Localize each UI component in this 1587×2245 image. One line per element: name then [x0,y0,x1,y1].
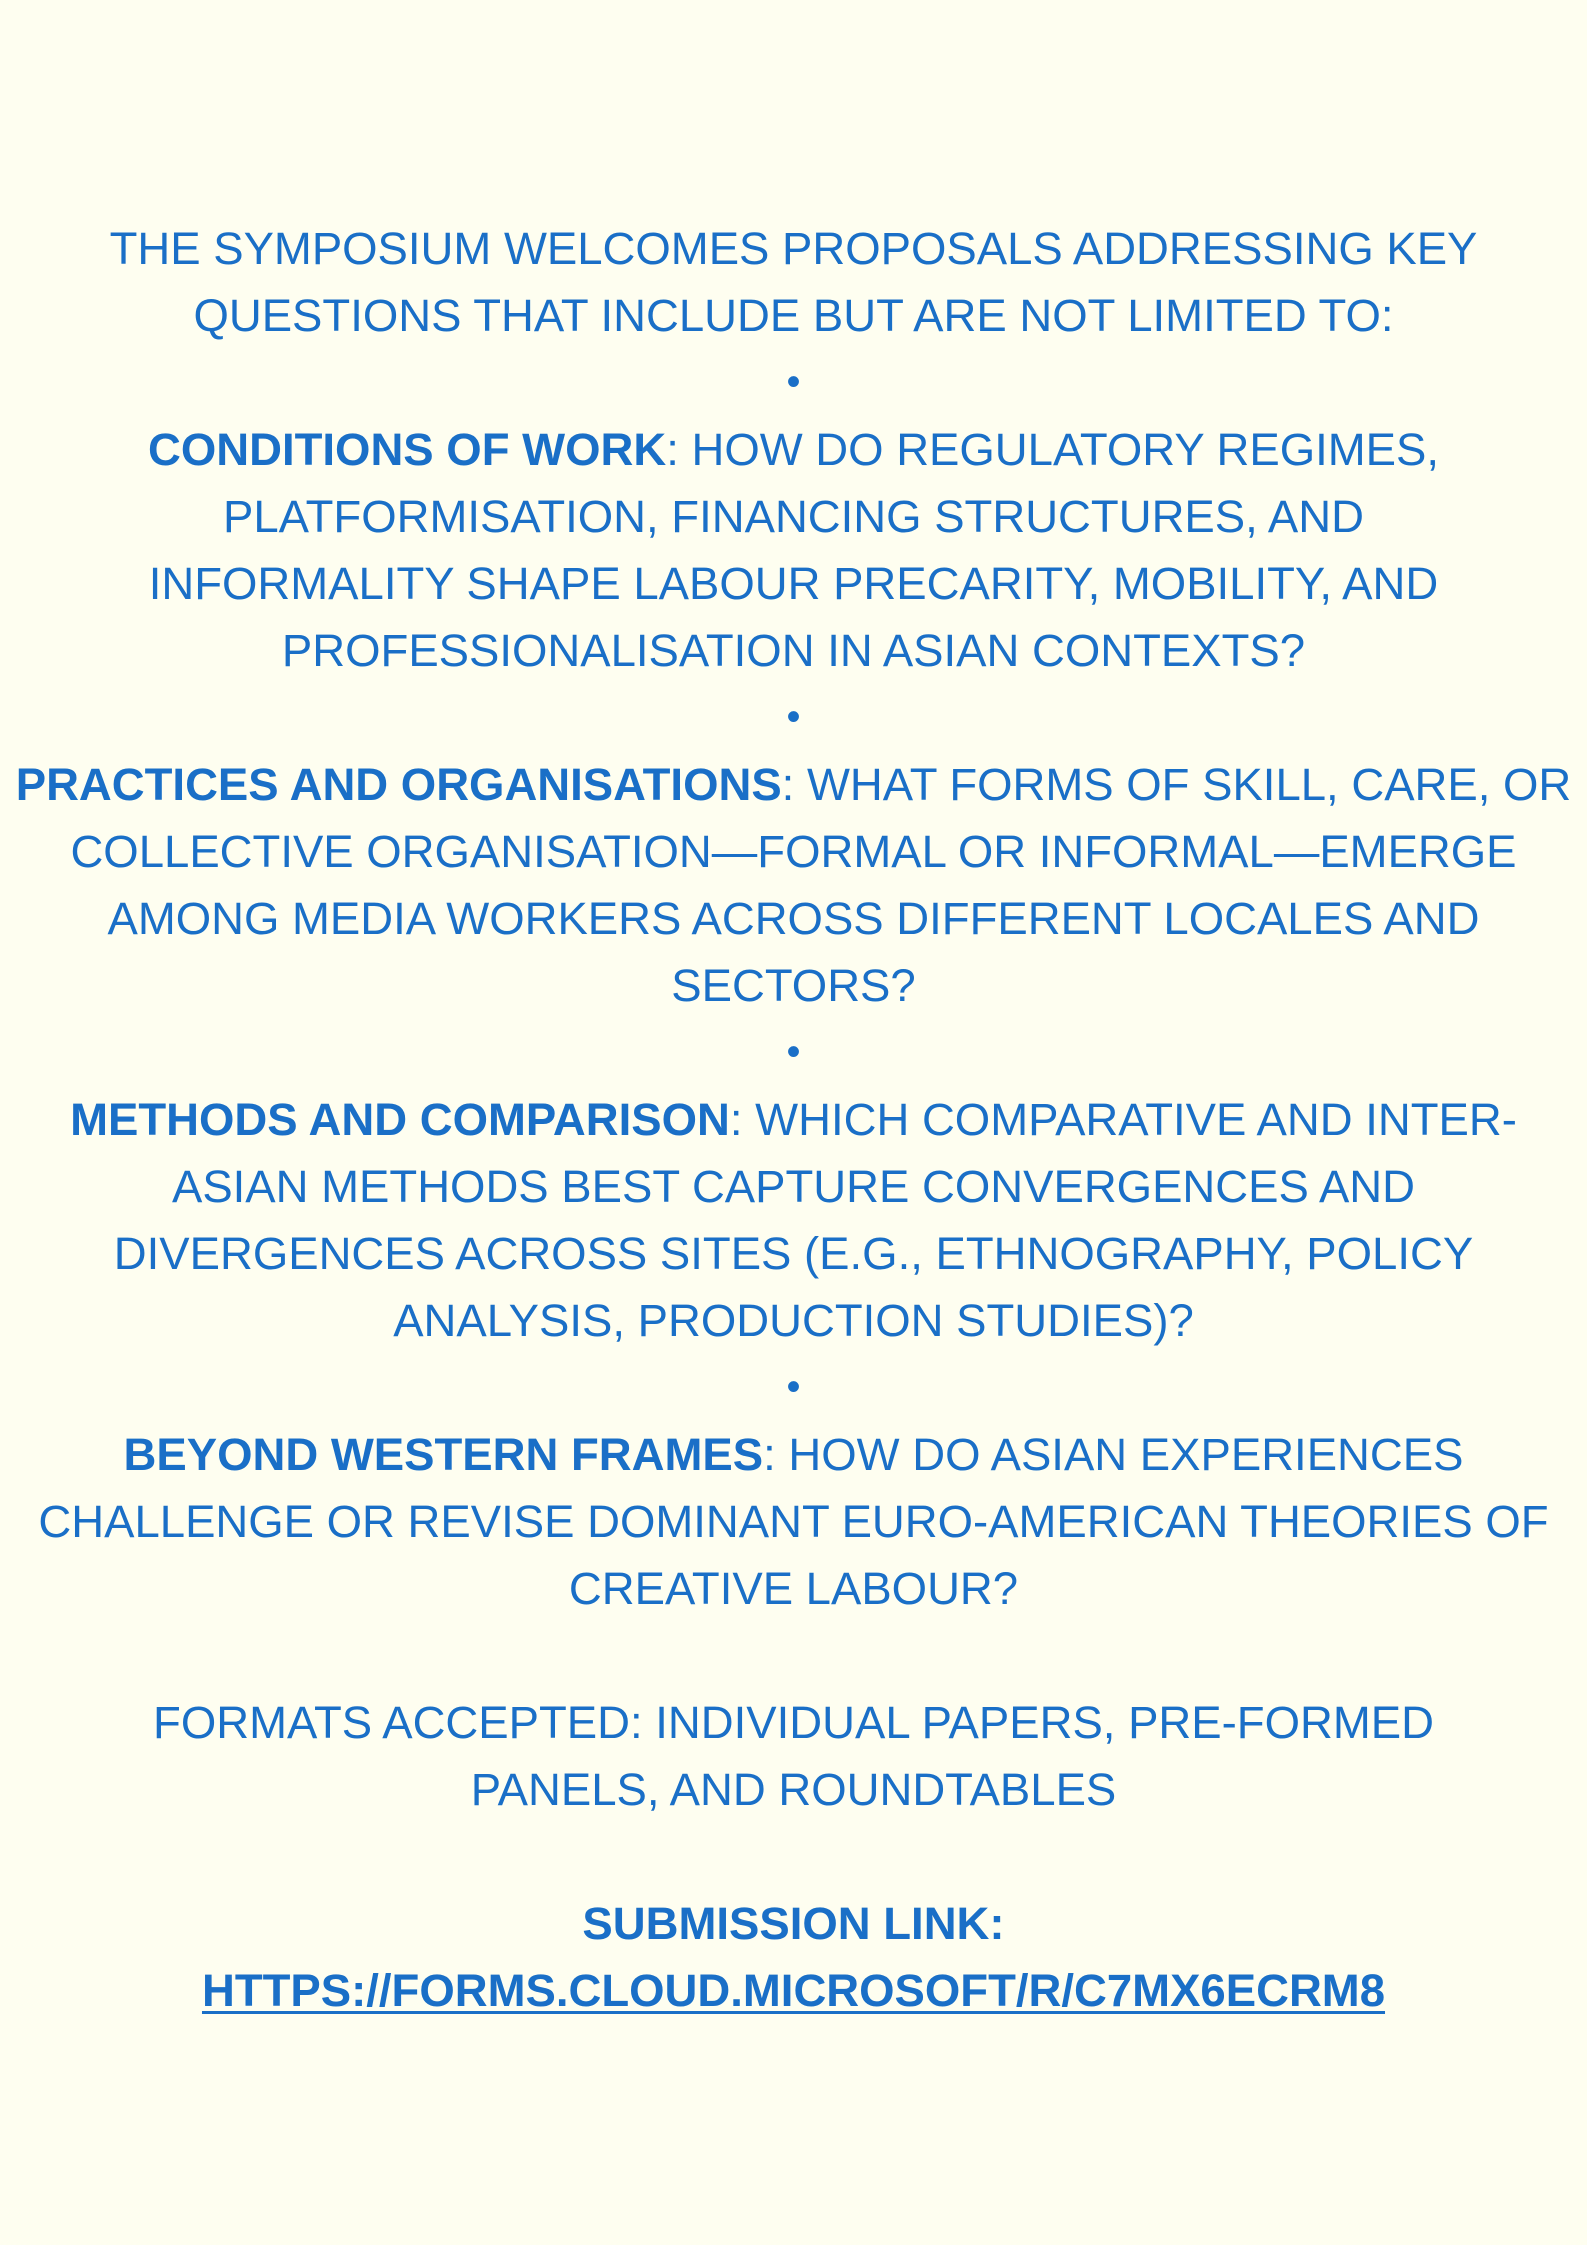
bullet-marker [0,1019,1587,1086]
topic-description: : HOW DO REGULATORY REGIMES, PLATFORMISATION, FINANCING STRUCTURES, AND INFORMALITY SHAPE LABOUR PRECARITY, MOBILITY, AND PROFESSIONALISATION IN ASIAN CONTEXTS? [148,424,1439,676]
topic-description: : WHAT FORMS OF SKILL, CARE, OR COLLECTIVE ORGANISATION—FORMAL OR INFORMAL—EMERGE AMONG MEDIA WORKERS ACROSS DIFFERENT LOCALES AND SECTORS? [70,759,1572,1011]
topic-description: : WHICH COMPARATIVE AND INTER-ASIAN METHODS BEST CAPTURE CONVERGENCES AND DIVERGENCES ACROSS SITES (E.G., ETHNOGRAPHY, POLICY ANALYSIS, PRODUCTION STUDIES)? [113,1094,1517,1346]
spacer [0,1622,1587,1689]
bullet-marker [0,684,1587,751]
bullet-marker [0,349,1587,416]
topic-item-practices [14,751,1574,1019]
topic-item-beyond-western [14,1421,1574,1622]
call-for-proposals [0,215,1587,2024]
intro-text: THE SYMPOSIUM WELCOMES PROPOSALS ADDRESSING KEY QUESTIONS THAT INCLUDE BUT ARE NOT LIMITED TO: [109,223,1478,341]
topic-term: METHODS AND COMPARISON [70,1094,730,1145]
submission-link[interactable]: HTTPS://FORMS.CLOUD.MICROSOFT/R/C7MX6ECRM8 [201,1965,1386,2016]
topic-term: BEYOND WESTERN FRAMES [123,1429,764,1480]
topic-description: : HOW DO ASIAN EXPERIENCES CHALLENGE OR REVISE DOMINANT EURO-AMERICAN THEORIES OF CREATIVE LABOUR? [38,1429,1549,1614]
topic-term: CONDITIONS OF WORK [148,424,667,475]
topic-item-methods [44,1086,1544,1354]
topic-term: PRACTICES AND ORGANISATIONS [15,759,782,810]
topic-item-conditions [74,416,1514,684]
spacer [0,1823,1587,1890]
submission-label: SUBMISSION LINK: [582,1898,1005,1949]
bullet-marker [0,1354,1587,1421]
formats-accepted: FORMATS ACCEPTED: INDIVIDUAL PAPERS, PRE-FORMED PANELS, AND ROUNDTABLES [153,1697,1434,1815]
